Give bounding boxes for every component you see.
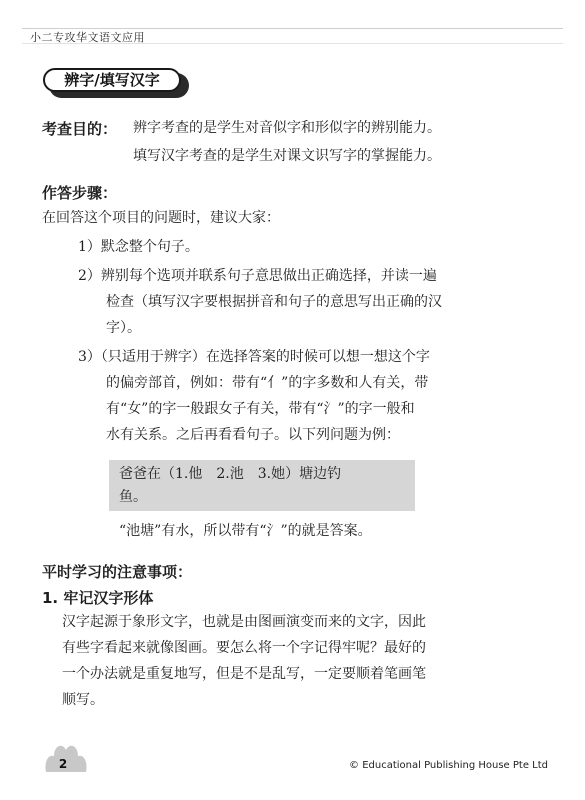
step-3-line-2: 的偏旁部首，例如：带有“亻”的字多数和人有关，带 (106, 375, 429, 391)
step-3-line-4: 水有关系。之后再看看句子。以下列问题为例： (106, 427, 400, 443)
step-3-line-3: 有“女”的字一般跟女子有关，带有“氵”的字一般和 (106, 401, 415, 417)
step-2-line-3: 字）。 (106, 320, 141, 336)
copyright: © Educational Publishing House Pte Ltd (349, 760, 548, 771)
purpose-line-2: 填写汉字考查的是学生对课文识写字的掌握能力。 (133, 148, 441, 164)
example-line-1: 爸爸在（1.他 2.池 3.她）塘边钓 (119, 466, 342, 482)
steps-heading: 作答步骤： (42, 184, 118, 202)
example-box (109, 460, 415, 511)
notes-item-1-line-1: 汉字起源于象形文字，也就是由图画演变而来的文字，因此 (62, 614, 426, 630)
notes-item-1-line-3: 一个办法就是重复地写，但是不是乱写，一定要顺着笔画笔 (62, 666, 426, 682)
series-title: 小二专攻华文语文应用 (30, 31, 145, 44)
notes-heading: 平时学习的注意事项： (42, 563, 193, 581)
section-title: 辨字/填写汉字 (43, 68, 181, 92)
purpose-line-1: 辨字考查的是学生对音似字和形似字的辨别能力。 (133, 120, 441, 136)
section-title-badge (43, 68, 189, 98)
example-explanation: “池塘”有水，所以带有“氵”的就是答案。 (119, 523, 372, 539)
notes-item-1-title: 1. 牢记汉字形体 (42, 589, 154, 607)
steps-intro: 在回答这个项目的问题时，建议大家： (42, 210, 280, 226)
step-1: 1）默念整个句子。 (78, 239, 199, 255)
step-2-line-2: 检查（填写汉字要根据拼音和句子的意思写出正确的汉 (106, 294, 442, 310)
notes-item-1-line-4: 顺写。 (62, 692, 104, 708)
notes-item-1-line-2: 有些字看起来就像图画。要怎么将一个字记得牢呢？最好的 (62, 640, 426, 656)
page-number: 2 (58, 757, 68, 771)
step-2-line-1: 2）辨别每个选项并联系句子意思做出正确选择，并读一遍 (78, 268, 437, 284)
step-3-line-1: 3）（只适用于辨字）在选择答案的时候可以想一想这个字 (78, 349, 430, 365)
purpose-label: 考查目的： (42, 120, 118, 138)
example-line-2: 鱼。 (119, 489, 147, 505)
